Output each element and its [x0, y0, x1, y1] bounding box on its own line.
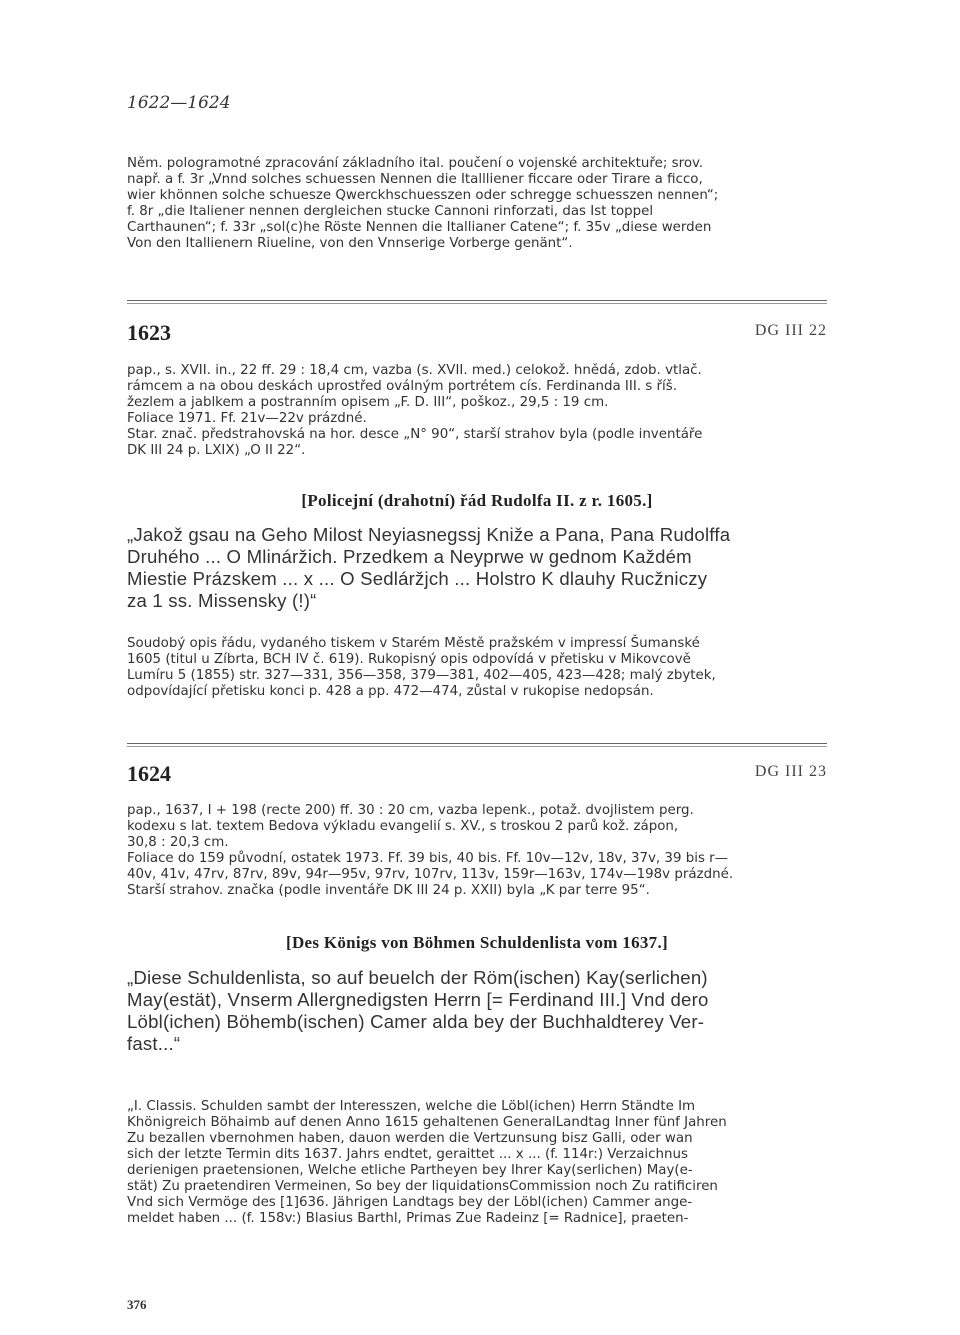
text-line: odpovídající přetisku konci p. 428 a pp. 472—474, zůstal v rukopise nedopsán. — [127, 684, 654, 699]
text-line: „I. Classis. Schulden sambt der Interesszen, welche die Löbl(ichen) Herrn Ständte Im — [127, 1099, 696, 1114]
incipit — [127, 524, 827, 612]
text-line: sich der letzte Termin dits 1637. Jahrs endtet, geraittet ... x ... (f. 114r:) Verzaichnus — [127, 1147, 688, 1162]
text-line: Löbl(ichen) Böhemb(ischen) Camer alda bey der Buchhaldterey Ver- — [127, 1011, 705, 1032]
text-line: Lumíru 5 (1855) str. 327—331, 356—358, 379—381, 402—405, 423—428; malý zbytek, — [127, 668, 716, 683]
text-line: „Jakož gsau na Geho Milost Neyiasnegssj Kniže a Pana, Pana Rudolffa — [127, 524, 731, 545]
text-line: Carthaunen“; f. 33r „sol(c)he Röste Nennen die Itallianer Catene“; f. 35v „diese werden — [127, 220, 712, 235]
text-line: f. 8r „die Italiener nennen dergleichen stucke Cannoni rinforzati, das Ist toppel — [127, 204, 654, 219]
text-line: kodexu s lat. textem Bedova výkladu evangelií s. XV., s troskou 2 parů kož. zápon, — [127, 819, 679, 834]
text-line: např. a f. 3r „Vnnd solches schuessen Nennen die Itallliener ficcare oder Tirare a ficco, — [127, 172, 703, 187]
text-line: Von den Itallienern Riueline, von den Vnnserige Vorberge genänt“. — [127, 236, 573, 251]
text-line: Foliace 1971. Ff. 21v—22v prázdné. — [127, 411, 367, 426]
text-line: „Diese Schuldenlista, so auf beuelch der Röm(ischen) Kay(serlichen) — [127, 967, 708, 988]
entry-title: [Des Königs von Böhmen Schuldenlista vom 1637.] — [285, 933, 668, 952]
text-line: stät) Zu praetendiren Vermeinen, So bey der liquidationsCommission noch Zu ratificiren — [127, 1179, 718, 1194]
shelf-mark: DG III 22 — [754, 322, 827, 339]
excerpt — [127, 1099, 827, 1227]
page-number: 376 — [127, 1297, 147, 1312]
section-divider — [127, 300, 827, 304]
text-line: Star. znač. předstrahovská na hor. desce „N° 90“, starší strahov byla (podle inventáře — [127, 427, 703, 442]
text-line: Starší strahov. značka (podle inventáře DK III 24 p. XXII) byla „K par terre 95“. — [127, 883, 650, 898]
text-line: DK III 24 p. LXIX) „O II 22“. — [127, 443, 306, 458]
entry-note — [127, 636, 827, 700]
entry-description — [127, 803, 827, 899]
text-line: meldet haben ... (f. 158v:) Blasius Barthl, Primas Zue Radeinz [= Radnice], praeten- — [127, 1211, 689, 1226]
text-line: 40v, 41v, 47rv, 87rv, 89v, 94r—95v, 97rv, 107rv, 113v, 159r—163v, 174v—198v prázdné. — [127, 867, 734, 882]
entry-description — [127, 363, 827, 459]
entry-number: 1624 — [127, 761, 171, 786]
text-line: 1605 (titul u Zíbrta, BCH IV č. 619). Rukopisný opis odpovídá v přetisku v Mikovcově — [127, 652, 691, 667]
text-line: May(estät), Vnserm Allergnedigsten Herrn [= Ferdinand III.] Vnd dero — [127, 989, 709, 1010]
entry-title: [Policejní (drahotní) řád Rudolfa II. z r. 1605.] — [301, 491, 653, 510]
text-line: Khönigreich Böhaimb auf denen Anno 1615 gehaltenen GeneralLandtag Inner fünf Jahren — [127, 1115, 727, 1130]
text-line: žezlem a jablkem a postranním opisem „F. D. III“, poškoz., 29,5 : 19 cm. — [127, 395, 609, 410]
incipit — [127, 967, 827, 1055]
shelf-mark: DG III 23 — [754, 763, 827, 780]
text-line: pap., 1637, I + 198 (recte 200) ff. 30 : 20 cm, vazba lepenk., potaž. dvojlistem perg. — [127, 803, 694, 818]
text-line: rámcem a na obou deskách uprostřed oválným portrétem cís. Ferdinanda III. s říš. — [127, 379, 677, 394]
text-line: Miestie Prázskem ... x ... O Sedláržjch ... Holstro K dlauhy Rucžniczy — [127, 568, 708, 589]
section-divider — [127, 743, 827, 747]
text-line: Zu bezallen vbernohmen haben, dauon werden die Vertzunsung bisz Galli, oder wan — [127, 1131, 693, 1146]
text-line: za 1 ss. Missensky (!)“ — [127, 590, 317, 611]
text-line: wier khönnen solche schuesze Qwerckhschuesszen oder schregge schuesszen nennen“; — [127, 188, 719, 203]
text-line: fast...“ — [127, 1033, 181, 1054]
entry-number: 1623 — [127, 320, 171, 345]
text-line: Něm. pologramotné zpracování základního ital. poučení o vojenské architektuře; srov. — [127, 156, 704, 171]
text-line: derienigen praetensionen, Welche etliche Partheyen bey Ihrer Kay(serlichen) May(e- — [127, 1163, 693, 1178]
text-line: pap., s. XVII. in., 22 ff. 29 : 18,4 cm, vazba (s. XVII. med.) celokož. hnědá, zdob. vtlač. — [127, 363, 702, 378]
text-line: Druhého ... O Mlináržich. Przedkem a Neyprwe w gednom Každém — [127, 546, 692, 567]
text-line: Soudobý opis řádu, vydaného tiskem v Starém Městě pražském v impressí Šumanské — [127, 636, 700, 651]
text-line: Foliace do 159 původní, ostatek 1973. Ff. 39 bis, 40 bis. Ff. 10v—12v, 18v, 37v, 39 bis r— — [127, 851, 729, 866]
text-line: Vnd sich Vermöge des [1]636. Jährigen Landtags bey der Löbl(ichen) Cammer ange- — [127, 1195, 693, 1210]
text-line: 30,8 : 20,3 cm. — [127, 835, 229, 850]
running-head: 1622—1624 — [127, 93, 231, 113]
intro-note — [127, 156, 827, 252]
